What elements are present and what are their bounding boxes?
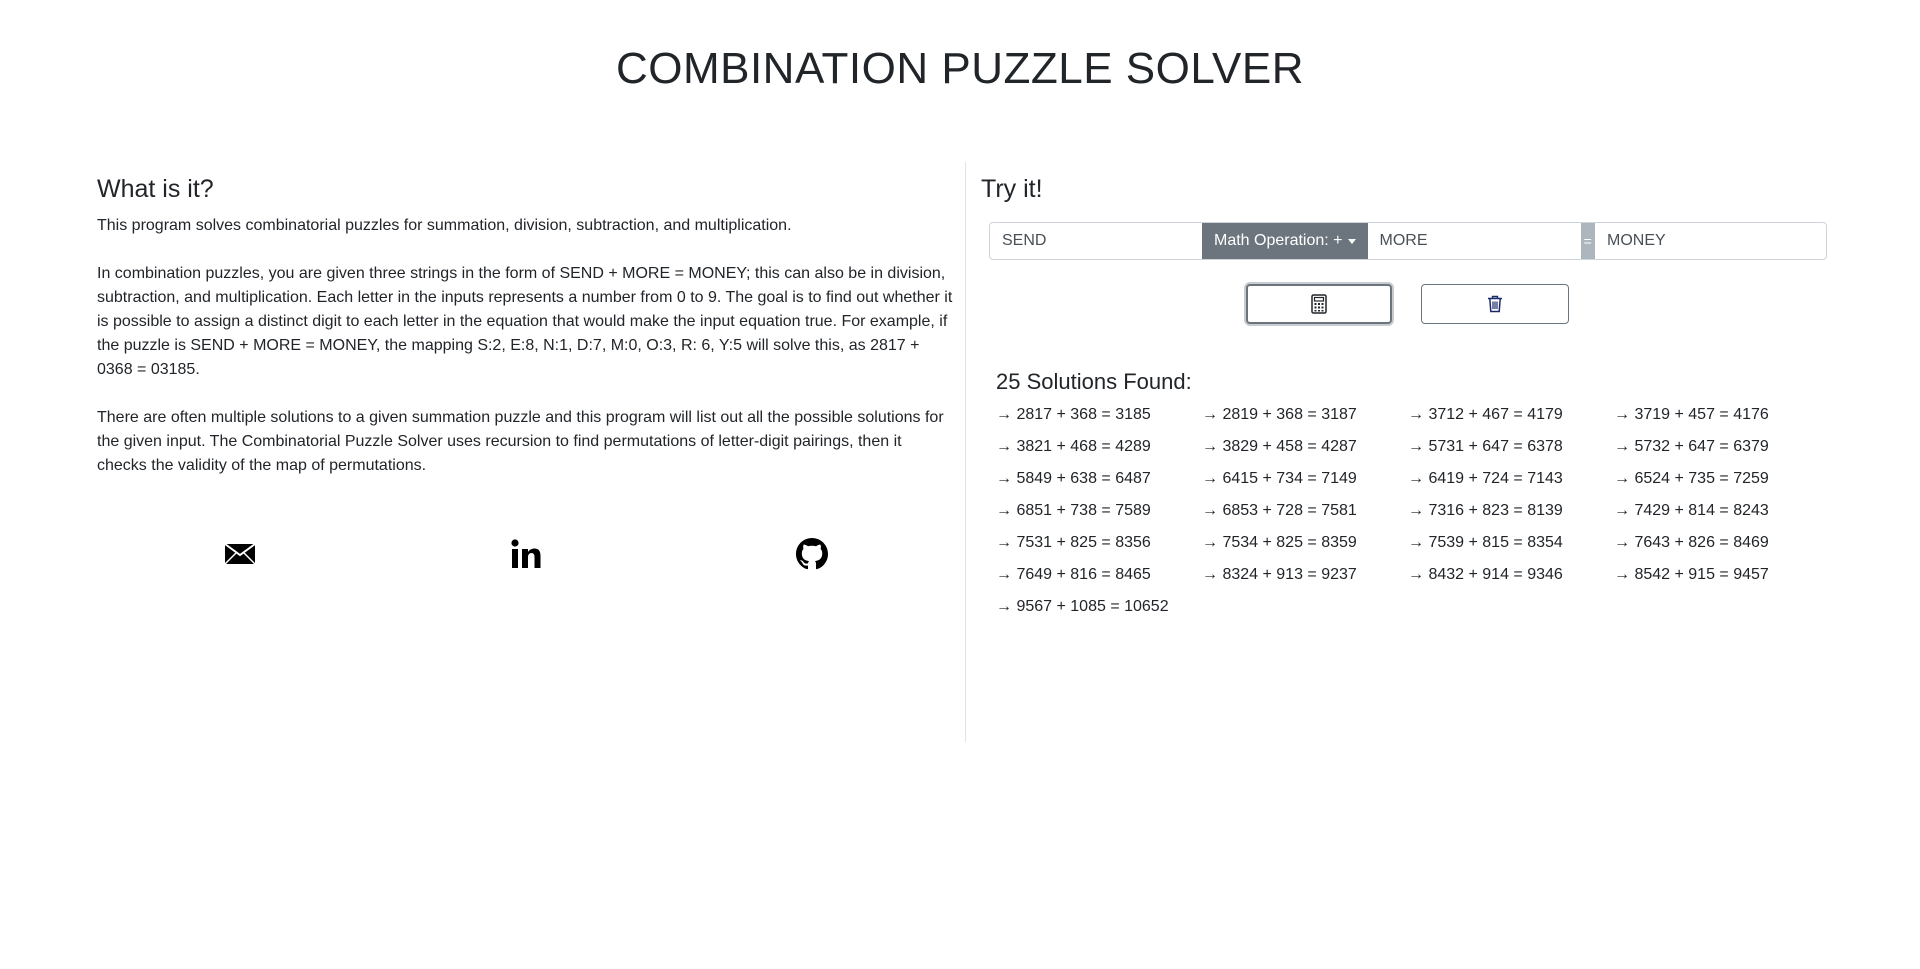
- clear-button[interactable]: [1421, 284, 1569, 324]
- solution-item: → 6524 + 735 = 7259: [1614, 470, 1769, 487]
- solution-item: → 5849 + 638 = 6487: [996, 470, 1151, 487]
- solver-heading: Try it!: [981, 175, 1043, 203]
- solution-item: → 5732 + 647 = 6379: [1614, 438, 1769, 455]
- solution-item: → 6851 + 738 = 7589: [996, 502, 1151, 519]
- equals-badge: =: [1581, 223, 1595, 259]
- solution-item: → 7539 + 815 = 8354: [1408, 534, 1563, 551]
- page-title: COMBINATION PUZZLE SOLVER: [615, 44, 1305, 93]
- solution-item: → 2819 + 368 = 3187: [1202, 406, 1357, 423]
- solver-section: [981, 175, 1841, 214]
- solution-item: → 3712 + 467 = 4179: [1408, 406, 1563, 423]
- solution-item: → 7649 + 816 = 8465: [996, 566, 1151, 583]
- solutions-count-heading: 25 Solutions Found:: [996, 369, 1192, 394]
- trash-icon: [1487, 295, 1503, 313]
- calculator-icon: [1311, 294, 1327, 314]
- about-paragraph: This program solves combinatorial puzzles for summation, division, subtraction, and multiplication.: [97, 217, 792, 234]
- solution-item: → 7534 + 825 = 8359: [1202, 534, 1357, 551]
- solution-item: → 9567 + 1085 = 10652: [996, 598, 1169, 615]
- calculate-button[interactable]: [1246, 284, 1392, 324]
- second-operand-input[interactable]: [1368, 223, 1581, 259]
- solutions-list: [996, 403, 1836, 627]
- solution-item: → 3829 + 458 = 4287: [1202, 438, 1357, 455]
- solution-item: → 8324 + 913 = 9237: [1202, 566, 1357, 583]
- solution-item: → 7643 + 826 = 8469: [1614, 534, 1769, 551]
- linkedin-icon[interactable]: [508, 536, 544, 572]
- about-paragraph: There are often multiple solutions to a given summation puzzle and this program will list out all the possible solutions for the given input. The Combinatorial Puzzle Solver uses recursion to find permutations of letter-digit pairings, then it checks the validity of the map of permutations.: [97, 409, 944, 474]
- solution-item: → 2817 + 368 = 3185: [996, 406, 1151, 423]
- equation-input-group: [989, 222, 1827, 260]
- math-operation-label: Math Operation: +: [1214, 232, 1343, 249]
- solution-item: → 6419 + 724 = 7143: [1408, 470, 1563, 487]
- column-divider: [965, 162, 966, 742]
- solution-item: → 3719 + 457 = 4176: [1614, 406, 1769, 423]
- about-section: [97, 175, 955, 502]
- solution-item: → 8542 + 915 = 9457: [1614, 566, 1769, 583]
- solution-item: → 7316 + 823 = 8139: [1408, 502, 1563, 519]
- first-operand-input[interactable]: [990, 223, 1202, 259]
- solution-item: → 3821 + 468 = 4289: [996, 438, 1151, 455]
- github-icon[interactable]: [794, 536, 830, 572]
- chevron-down-icon: [1348, 239, 1356, 244]
- solution-item: → 8432 + 914 = 9346: [1408, 566, 1563, 583]
- result-input[interactable]: [1595, 223, 1826, 259]
- email-icon[interactable]: [222, 536, 258, 572]
- solution-item: → 7429 + 814 = 8243: [1614, 502, 1769, 519]
- about-paragraph: In combination puzzles, you are given three strings in the form of SEND + MORE = MONEY; this can also be in division, subtraction, and multiplication. Each letter in the inputs represents a number from 0 to 9. The goal is to find out whether it is possible to assign a distinct digit to each letter in the equation that would make the input equation true. For example, if the puzzle is SEND + MORE = MONEY, the mapping S:2, E:8, N:1, D:7, M:0, O:3, R: 6, Y:5 will solve this, as 2817 + 0368 = 03185.: [97, 265, 953, 378]
- solution-item: → 6853 + 728 = 7581: [1202, 502, 1357, 519]
- solution-item: → 5731 + 647 = 6378: [1408, 438, 1563, 455]
- solution-item: → 6415 + 734 = 7149: [1202, 470, 1357, 487]
- math-operation-dropdown[interactable]: [1202, 223, 1368, 259]
- about-heading: What is it?: [97, 175, 214, 203]
- solution-item: → 7531 + 825 = 8356: [996, 534, 1151, 551]
